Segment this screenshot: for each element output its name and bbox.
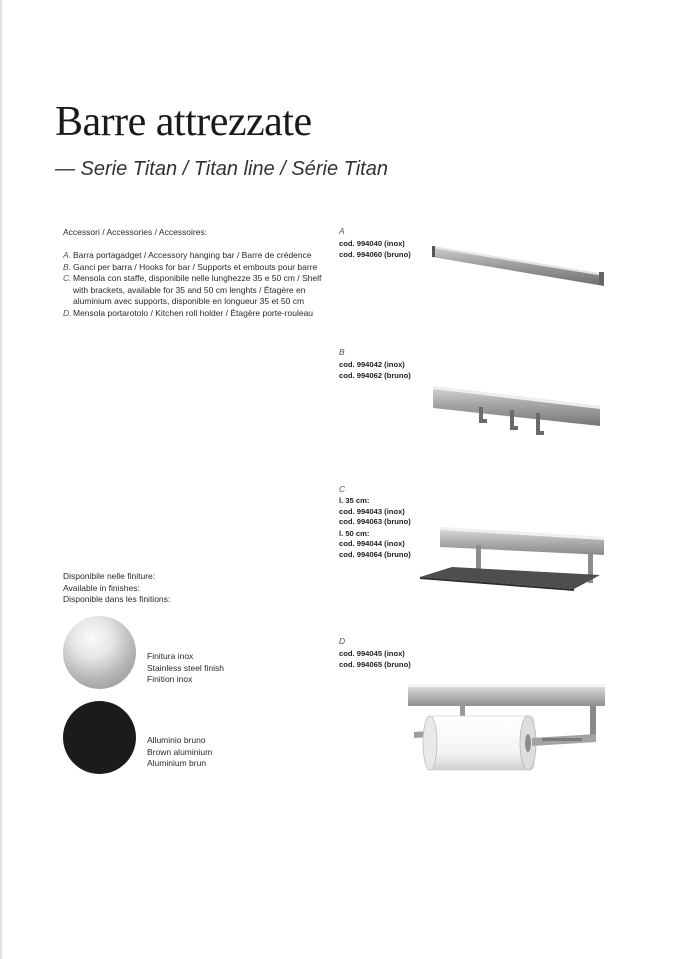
page-title: Barre attrezzate [55,99,312,145]
inox-finish-label [147,651,297,686]
product-c-len35: l. 35 cm: [339,496,370,505]
kitchen-roll-holder-icon [408,680,608,776]
product-c-code35-bruno: cod. 994063 (bruno) [339,517,411,526]
list-item [63,262,333,274]
bar-hooks-icon [430,378,605,440]
product-b-codes [339,360,411,381]
bruno-label-fr: Aluminium brun [147,758,207,768]
product-c-code50-inox: cod. 994044 (inox) [339,539,405,548]
product-a-letter: A [339,226,345,236]
bruno-label-it: Alluminio bruno [147,735,206,745]
product-d-code-inox: cod. 994045 (inox) [339,649,405,658]
product-c-code50-bruno: cod. 994064 (bruno) [339,549,411,559]
list-item-letter: B. [63,261,72,272]
inox-label-it: Finitura inox [147,651,194,661]
accessory-bar-icon [428,238,608,294]
list-item [63,308,333,320]
page-edge [0,0,2,959]
finishes-heading [63,571,263,606]
list-item-text: Ganci per barra / Hooks for bar / Supports et embouts pour barre [73,261,318,272]
accessories-list [63,250,333,319]
product-b-code-bruno: cod. 994062 (bruno) [339,370,411,380]
product-d-code-bruno: cod. 994065 (bruno) [339,659,411,669]
inox-swatch [63,616,136,689]
list-item-text: Barra portagadget / Accessory hanging bar / Barre de crédence [73,250,312,260]
list-item-letter: C. [63,273,72,283]
product-d-letter: D [339,636,346,646]
list-item-text: Mensola con staffe, disponibile nelle lunghezze 35 e 50 cm / Shelf with brackets, available for 35 and 50 cm lenghts / Étagère en aluminium avec supports, disponible en longueur 35 et 50 cm [73,273,322,306]
page-subtitle: — Serie Titan / Titan line / Série Titan [55,158,388,180]
product-c-code35-inox: cod. 994043 (inox) [339,506,405,516]
list-item-letter: D. [63,307,72,318]
list-item [63,273,333,308]
list-item [63,250,333,262]
product-a-code-bruno: cod. 994060 (bruno) [339,249,411,259]
list-item-text: Mensola portarotolo / Kitchen roll holder / Étagère porte-rouleau [73,307,314,318]
product-c-len50: l. 50 cm: [339,528,370,538]
product-b-letter: B [339,347,345,357]
bruno-label-en: Brown aluminium [147,746,213,757]
bruno-swatch [63,701,136,774]
finishes-heading-it: Disponibile nelle finiture: [63,571,156,581]
accessories-heading: Accessori / Accessories / Accessoires: [63,227,208,237]
product-a-codes [339,239,411,260]
inox-label-fr: Finition inox [147,674,193,684]
bruno-finish-label [147,735,297,770]
product-c-letter: C [339,484,346,494]
shelf-with-brackets-icon [416,523,608,595]
list-item-letter: A. [63,250,72,260]
finishes-heading-en: Available in finishes: [63,582,140,593]
inox-label-en: Stainless steel finish [147,662,225,673]
product-d-codes [339,649,411,670]
product-c-codes [339,496,411,560]
product-a-code-inox: cod. 994040 (inox) [339,239,405,248]
finishes-heading-fr: Disponible dans les finitions: [63,594,171,604]
product-b-code-inox: cod. 994042 (inox) [339,360,405,369]
